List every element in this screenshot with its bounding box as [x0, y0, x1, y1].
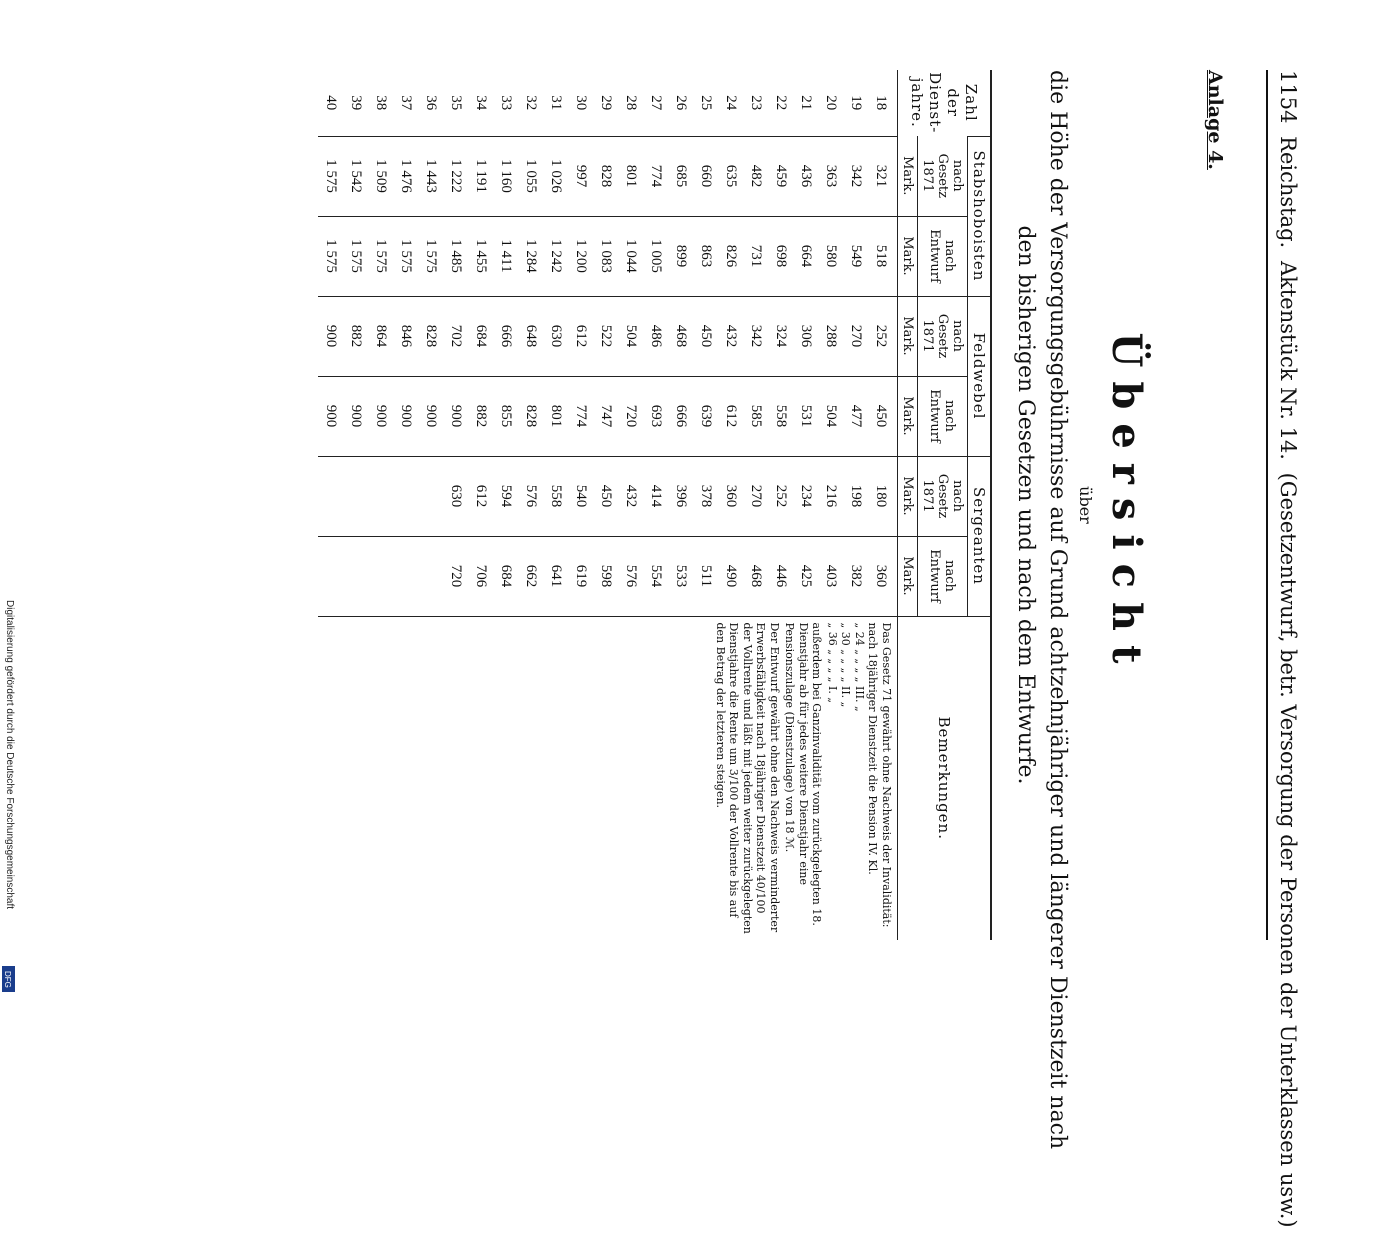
cell-value: 1 222: [443, 136, 468, 216]
cell-value: 1 485: [443, 216, 468, 296]
cell-value: 900: [443, 376, 468, 456]
cell-value: 1 542: [343, 136, 368, 216]
cell-years: 32: [523, 95, 539, 111]
header-subject: (Gesetzentwurf, betr. Versorgung der Personen der Unterklassen usw.): [1276, 472, 1300, 1228]
cell-value: 342: [743, 296, 768, 376]
cell-value: 1 476: [393, 136, 418, 216]
cell-value: 1 575: [318, 136, 343, 216]
cell-value: 693: [643, 376, 668, 456]
cell-value: 630: [443, 456, 468, 536]
cell-value: 1 055: [518, 136, 543, 216]
rotated-document-page: [190, 70, 1300, 1228]
unit-label: Mark.: [898, 536, 918, 616]
cell-years: 18: [873, 95, 889, 111]
cell-value: 425: [793, 536, 818, 616]
cell-value: 846: [393, 296, 418, 376]
document-title: Übersicht: [1103, 332, 1150, 678]
cell-value: 558: [768, 376, 793, 456]
cell-value: 321: [868, 136, 898, 216]
cell-value: 342: [843, 136, 868, 216]
cell-value: 612: [468, 456, 493, 536]
cell-value: [393, 536, 418, 616]
cell-value: 490: [718, 536, 743, 616]
sub-header-entwurf: nach Entwurf: [918, 536, 968, 616]
cell-years: 34: [473, 95, 489, 111]
cell-value: 450: [868, 376, 898, 456]
cell-value: 180: [868, 456, 898, 536]
cell-value: 360: [718, 456, 743, 536]
cell-value: 594: [493, 456, 518, 536]
cell-years: 20: [823, 95, 839, 111]
cell-value: 1 575: [343, 216, 368, 296]
cell-value: 774: [568, 376, 593, 456]
unit-label: Mark.: [898, 456, 918, 536]
cell-value: 900: [418, 376, 443, 456]
cell-value: 486: [643, 296, 668, 376]
cell-value: 511: [693, 536, 718, 616]
cell-value: 997: [568, 136, 593, 216]
cell-value: 432: [718, 296, 743, 376]
cell-value: 666: [668, 376, 693, 456]
cell-value: 1 575: [368, 216, 393, 296]
cell-value: 664: [793, 216, 818, 296]
cell-value: 306: [793, 296, 818, 376]
cell-value: 747: [593, 376, 618, 456]
cell-value: 1 044: [618, 216, 643, 296]
cell-value: 1 200: [568, 216, 593, 296]
cell-value: 612: [718, 376, 743, 456]
cell-value: 432: [618, 456, 643, 536]
cell-value: 660: [693, 136, 718, 216]
cell-value: 702: [443, 296, 468, 376]
cell-value: 619: [568, 536, 593, 616]
group-header-stabshoboisten: Stabshoboisten: [968, 136, 991, 296]
cell-value: 252: [868, 296, 898, 376]
cell-value: 522: [593, 296, 618, 376]
cell-value: 662: [518, 536, 543, 616]
group-header-feldwebel: Feldwebel: [968, 296, 991, 456]
cell-value: 446: [768, 536, 793, 616]
cell-value: [393, 456, 418, 536]
sub-header-gesetz: nach Gesetz 1871: [918, 136, 968, 216]
cell-years: 33: [498, 95, 514, 111]
cell-value: 641: [543, 536, 568, 616]
cell-value: 477: [843, 376, 868, 456]
header-source: Reichstag.: [1276, 136, 1300, 249]
cell-value: 899: [668, 216, 693, 296]
cell-value: 1 005: [643, 216, 668, 296]
cell-value: 828: [418, 296, 443, 376]
cell-value: 706: [468, 536, 493, 616]
cell-value: 270: [843, 296, 868, 376]
title-ueber: über: [1076, 486, 1095, 524]
cell-value: 558: [543, 456, 568, 536]
cell-value: 900: [318, 376, 343, 456]
col-header-years: Zahl der Dienst-jahre.: [898, 70, 991, 136]
cell-years: 27: [648, 95, 664, 111]
cell-years: 22: [773, 95, 789, 111]
cell-years: 24: [723, 95, 739, 111]
table-row: [868, 70, 898, 940]
cell-value: 801: [618, 136, 643, 216]
cell-value: 360: [868, 536, 898, 616]
cell-value: 882: [343, 296, 368, 376]
cell-value: 436: [793, 136, 818, 216]
cell-value: [368, 536, 393, 616]
cell-value: 635: [718, 136, 743, 216]
cell-value: [343, 536, 368, 616]
cell-years: 25: [698, 95, 714, 111]
digitization-note: [2, 600, 16, 1000]
cell-value: 288: [818, 296, 843, 376]
sub-header-entwurf: nach Entwurf: [918, 216, 968, 296]
sub-header-gesetz: nach Gesetz 1871: [918, 456, 968, 536]
cell-value: 554: [643, 536, 668, 616]
anlage-label: Anlage 4.: [1204, 70, 1226, 170]
cell-value: 639: [693, 376, 718, 456]
cell-value: 720: [618, 376, 643, 456]
cell-value: 698: [768, 216, 793, 296]
cell-value: 1 575: [318, 216, 343, 296]
cell-value: 684: [493, 536, 518, 616]
cell-value: 863: [693, 216, 718, 296]
remarks-cell: [318, 616, 898, 940]
cell-years: 29: [598, 95, 614, 111]
cell-value: 1 455: [468, 216, 493, 296]
cell-value: 1 575: [393, 216, 418, 296]
cell-value: 1 284: [518, 216, 543, 296]
cell-value: 828: [593, 136, 618, 216]
cell-years: 19: [848, 95, 864, 111]
cell-value: 684: [468, 296, 493, 376]
remark-line: Das Gesetz 71 gewährt ohne Nachweis der Invalidität:: [880, 622, 893, 928]
dfg-logo: [2, 966, 15, 992]
cell-years: 35: [448, 95, 464, 111]
remark-line: nach 18jähriger Dienstzeit die Pension IV. Kl.: [866, 622, 880, 875]
cell-value: 252: [768, 456, 793, 536]
sub-header-gesetz: nach Gesetz 1871: [918, 296, 968, 376]
cell-value: 576: [618, 536, 643, 616]
cell-value: 900: [393, 376, 418, 456]
cell-years: 26: [673, 95, 689, 111]
cell-value: [368, 456, 393, 536]
unit-label: Mark.: [898, 216, 918, 296]
cell-value: 1 575: [418, 216, 443, 296]
unit-label: Mark.: [898, 296, 918, 376]
remark-line: „ 24 „ „ „ „ III. „: [853, 622, 866, 712]
dfg-logo-text: DFG: [3, 971, 12, 988]
cell-value: 685: [668, 136, 693, 216]
cell-value: 900: [343, 376, 368, 456]
remark-line: Der Entwurf gewährt ohne den Nachweis verminderter Erwerbsfähigkeit nach 18jähriger Dienstzeit 40/100 der Vollrente und läßt mit jedem weiter zurückgelegten Dienstjahre die Rente um 3/100 der Vollrente bis auf den Betrag der letzteren steigen.: [714, 622, 781, 934]
cell-years: 36: [423, 95, 439, 111]
cell-value: 1 509: [368, 136, 393, 216]
remark-line: „ 30 „ „ „ „ II. „: [839, 622, 853, 708]
cell-value: 403: [818, 536, 843, 616]
cell-value: 459: [768, 136, 793, 216]
cell-value: 1 411: [493, 216, 518, 296]
cell-years: 30: [573, 95, 589, 111]
page-header: [1266, 70, 1300, 1228]
cell-value: 900: [318, 296, 343, 376]
cell-value: 540: [568, 456, 593, 536]
cell-value: 1 443: [418, 136, 443, 216]
cell-value: 801: [543, 376, 568, 456]
cell-years: 37: [398, 95, 414, 111]
remark-line: „ 36 „ „ „ „ I. „: [826, 622, 839, 704]
table-body: [318, 70, 898, 940]
cell-years: 21: [798, 95, 814, 111]
cell-value: 549: [843, 216, 868, 296]
cell-years: 39: [348, 95, 364, 111]
cell-value: 270: [743, 456, 768, 536]
cell-value: 363: [818, 136, 843, 216]
cell-value: 630: [543, 296, 568, 376]
cell-value: 580: [818, 216, 843, 296]
cell-value: 382: [843, 536, 868, 616]
digitization-text: Digitalisierung gefördert durch die Deutsche Forschungsgemeinschaft: [4, 600, 15, 910]
pension-table: [318, 70, 990, 940]
cell-value: 378: [693, 456, 718, 536]
cell-value: 324: [768, 296, 793, 376]
cell-value: 482: [743, 136, 768, 216]
cell-value: 1 191: [468, 136, 493, 216]
cell-value: [318, 536, 343, 616]
cell-value: 533: [668, 536, 693, 616]
cell-value: 882: [468, 376, 493, 456]
cell-value: 234: [793, 456, 818, 536]
header-rule: [1266, 70, 1268, 940]
remark-line: außerdem bei Ganzinvalidität vom zurückgelegten 18. Dienstjahr ab für jedes weitere Dienstjahr eine Pensionszulage (Dienstzulage) von 18 ℳ.: [783, 622, 824, 926]
cell-value: 1 160: [493, 136, 518, 216]
cell-value: 450: [593, 456, 618, 536]
cell-years: 38: [373, 95, 389, 111]
page-number: 1154: [1276, 70, 1300, 124]
cell-value: 396: [668, 456, 693, 536]
cell-value: 900: [368, 376, 393, 456]
cell-years: 40: [323, 95, 339, 111]
cell-value: 612: [568, 296, 593, 376]
cell-value: 826: [718, 216, 743, 296]
cell-value: 216: [818, 456, 843, 536]
cell-years: 28: [623, 95, 639, 111]
cell-value: 1 026: [543, 136, 568, 216]
unit-label: Mark.: [898, 376, 918, 456]
cell-value: 666: [493, 296, 518, 376]
cell-value: 504: [818, 376, 843, 456]
cell-value: [418, 536, 443, 616]
unit-label: Mark.: [898, 136, 918, 216]
cell-value: 531: [793, 376, 818, 456]
table-top-rule: [990, 70, 992, 940]
cell-value: [418, 456, 443, 536]
cell-value: [343, 456, 368, 536]
group-header-sergeanten: Sergeanten: [968, 456, 991, 616]
cell-years: 31: [548, 95, 564, 111]
subtitle-line-1: die Höhe der Versorgungsgebührnisse auf Grund achtzehnjähriger und längerer Dienstzeit nach: [1045, 70, 1070, 1150]
cell-value: 585: [743, 376, 768, 456]
cell-years: 23: [748, 95, 764, 111]
cell-value: 774: [643, 136, 668, 216]
cell-value: 468: [743, 536, 768, 616]
cell-value: 576: [518, 456, 543, 536]
cell-value: 855: [493, 376, 518, 456]
cell-value: 720: [443, 536, 468, 616]
cell-value: 518: [868, 216, 898, 296]
remarks-header: Bemerkungen.: [898, 616, 991, 940]
cell-value: 648: [518, 296, 543, 376]
header-doc: Aktenstück Nr. 14.: [1276, 260, 1300, 460]
cell-value: 450: [693, 296, 718, 376]
cell-value: 504: [618, 296, 643, 376]
cell-value: 1 083: [593, 216, 618, 296]
cell-value: [318, 456, 343, 536]
subtitle-line-2: den bisherigen Gesetzen und nach dem Entwurfe.: [1013, 225, 1038, 785]
sub-header-entwurf: nach Entwurf: [918, 376, 968, 456]
cell-value: 1 242: [543, 216, 568, 296]
cell-value: 414: [643, 456, 668, 536]
cell-value: 828: [518, 376, 543, 456]
cell-value: 198: [843, 456, 868, 536]
cell-value: 864: [368, 296, 393, 376]
cell-value: 598: [593, 536, 618, 616]
cell-value: 731: [743, 216, 768, 296]
cell-value: 468: [668, 296, 693, 376]
